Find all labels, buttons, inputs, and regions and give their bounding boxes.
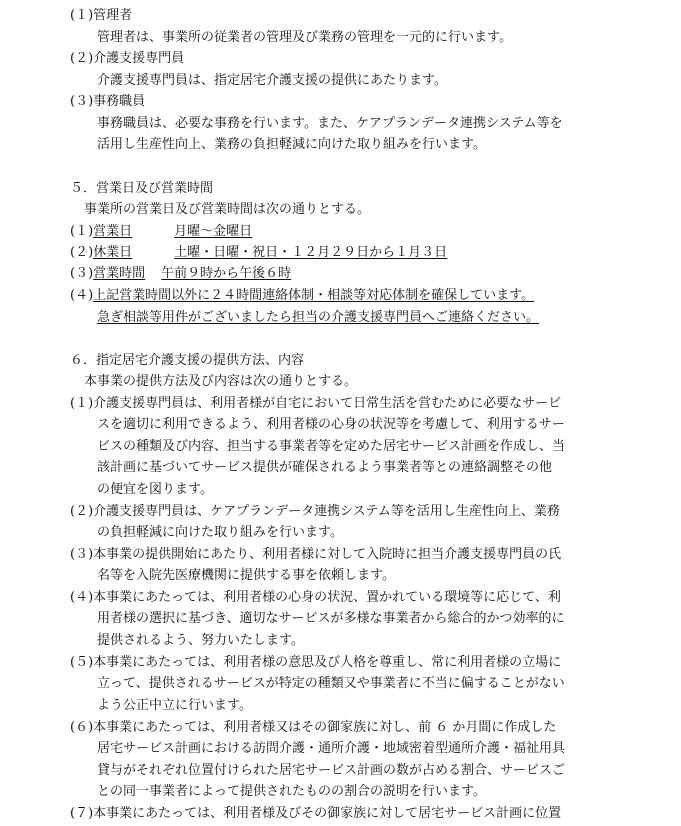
s6-p2-line1: (２)介護支援専門員は、ケアプランデータ連携システム等を活用し生産性向上、業務 <box>70 504 560 519</box>
s6-p6-line3: 貸与がそれぞれ位置付けられた居宅サービス計画の数が占める割合、サービスご <box>97 763 566 778</box>
s6-p1-line3: ビスの種類及び内容、担当する事業者等を定めた居宅サービス計画を作成し、当 <box>97 439 566 454</box>
s4-item3-body-line2: 活用し生産性向上、業務の負担軽減に向けた取り組みを行います。 <box>97 137 486 152</box>
s6-p5-line2: 立って、提供されるサービスが特定の種類又や事業者に不当に偏することがない <box>97 676 565 691</box>
s4-item3-title: (３)事務職員 <box>70 94 146 109</box>
s6-p4-line2: 用者様の選択に基づき、適切なサービスが多様な事業者から総合的かつ効率的に <box>97 611 565 626</box>
s4-item2-body: 介護支援専門員は、指定居宅介護支援の提供にあたります。 <box>97 73 447 88</box>
s6-p6-line2: 居宅サービス計画における訪問介護・通所介護・地域密着型通所介護・福祉用具 <box>97 741 566 756</box>
s6-heading: ６．指定居宅介護支援の提供方法、内容 <box>70 353 305 368</box>
s4-item3-body-line1: 事務職員は、必要な事務を行います。また、ケアプランデータ連携システム等を <box>97 116 563 131</box>
s6-p5-line3: よう公正中立に行います。 <box>97 698 252 713</box>
s6-p4-line1: (４)本事業にあたっては、利用者様の心身の状況、置かれている環境等に応じて、利 <box>70 590 561 605</box>
s5-row-24h-line2: 急ぎ相談等用件がございましたら担当の介護支援専門員へご連絡ください。 <box>97 310 540 325</box>
s5-heading: ５．営業日及び営業時間 <box>70 181 214 196</box>
s6-p3-line1: (３)本事業の提供開始にあたり、利用者様に対して入院時に担当介護支援専門員の氏 <box>70 547 562 562</box>
s6-p3-line2: 名等を入院先医療機関に提供する事を依頼します。 <box>97 568 395 583</box>
s6-p1-line2: スを適切に利用できるよう、利用者様の心身の状況等を考慮して、利用するサー <box>97 417 565 432</box>
s6-p6-line4: との同一事業者によって提供されたものの割合の説明を行います。 <box>97 784 486 799</box>
s6-intro: 本事業の提供方法及び内容は次の通りとする。 <box>84 374 358 389</box>
s5-row-holidays: (２)休業日 土曜・日曜・祝日・１２月２９日から１月３日 <box>70 245 448 260</box>
s6-p5-line1: (５)本事業にあたっては、利用者様の意思及び人格を尊重し、常に利用者様の立場に <box>70 655 562 670</box>
s4-item1-body: 管理者は、事業所の従業者の管理及び業務の管理を一元的に行います。 <box>97 30 512 45</box>
s6-p1-line4: 該計画に基づいてサービス提供が確保されるよう事業者等との連絡調整その他 <box>97 460 553 475</box>
s5-intro: 事業所の営業日及び営業時間は次の通りとする。 <box>84 202 371 217</box>
s5-row-24h-line1: (４)上記営業時間以外に２４時間連絡体制・相談等対応体制を確保しています。 <box>70 288 535 303</box>
s6-p1-line5: の便宜を図ります。 <box>97 482 213 497</box>
s6-p4-line3: 提供されるよう、努力いたします。 <box>97 633 304 648</box>
s6-p6-line1: (６)本事業にあたっては、利用者様又はその御家族に対し、前 ６ か月間に作成した <box>70 720 557 735</box>
s5-row-business-days: (１)営業日 月曜～金曜日 <box>70 224 253 239</box>
s6-p2-line2: の負担軽減に向けた取り組みを行います。 <box>97 525 343 540</box>
s4-item2-title: (２)介護支援専門員 <box>70 51 185 66</box>
s6-p7-line1: (７)本事業にあたっては、利用者様及びその御家族に対して居宅サービス計画に位置 <box>70 806 562 821</box>
s4-item1-title: (１)管理者 <box>70 8 133 23</box>
s6-p1-line1: (１)介護支援専門員は、利用者様が自宅において日常生活を営むために必要なサービ <box>70 396 562 411</box>
s5-row-business-hours: (３)営業時間 午前９時から午後６時 <box>70 266 292 281</box>
